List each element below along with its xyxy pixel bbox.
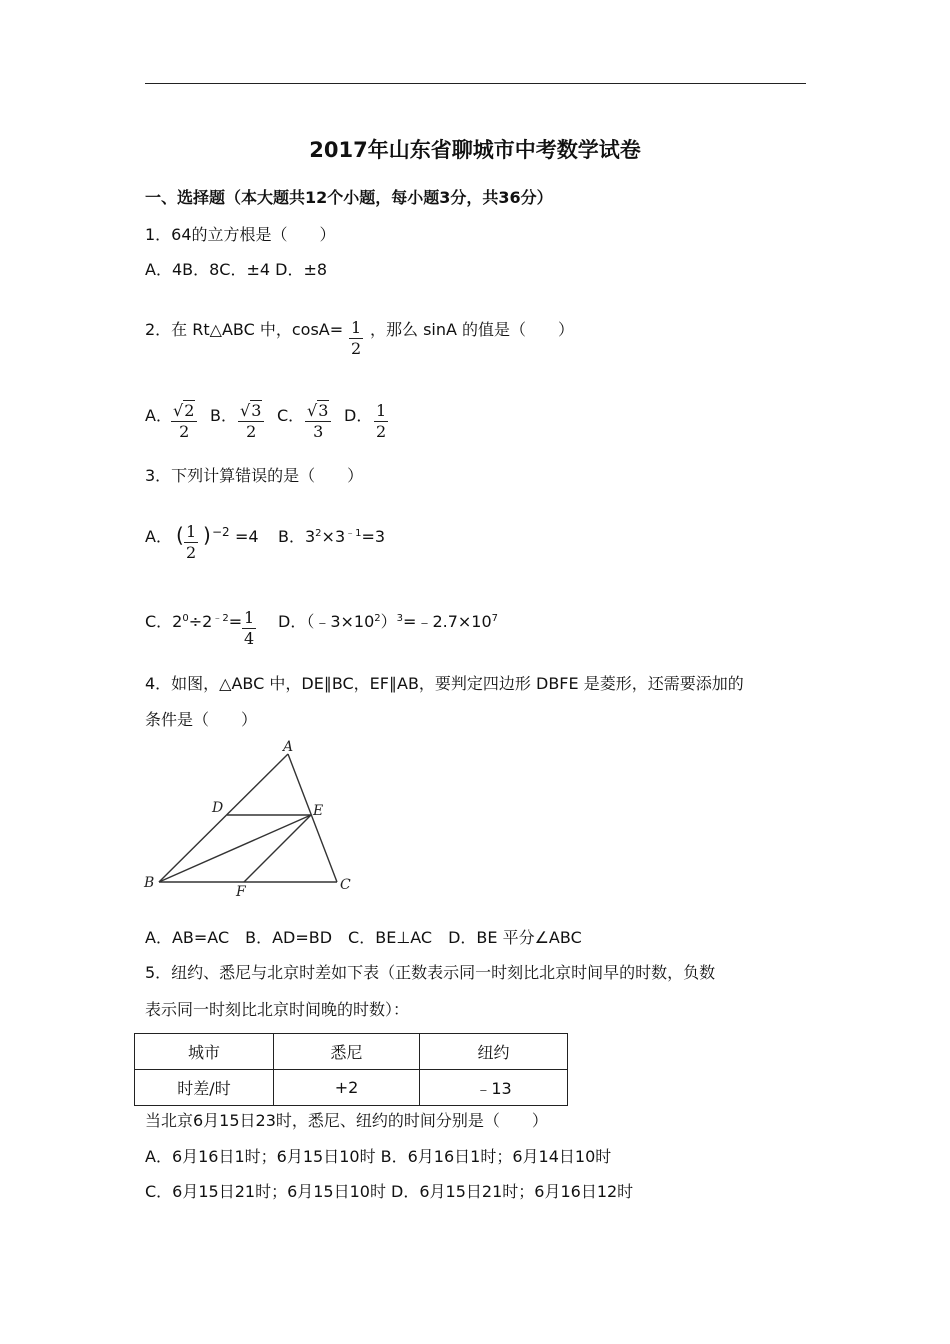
q3-stem: 3．下列计算错误的是（ ） [145,466,364,485]
sqrt-symbol: √ [173,401,184,420]
q3-b-exp2: ﹣1 [345,528,362,539]
q3-b-base: B．3 [278,527,316,546]
q2-opt-c-fraction [305,403,331,440]
q2-opt-b-label: B． [210,406,237,425]
q3-c-exp2: ﹣2 [212,613,229,624]
q2-frac-num: 1 [351,318,362,337]
q3-opt-d [278,614,498,630]
table-header-cell: 悉尼 [274,1034,420,1070]
q3-a-exponent: −2 [212,525,230,539]
q5-options-line1: A．6月16日1时；6月15日10时 B．6月16日1时；6月14日10时 [145,1147,612,1166]
q3-d-exp1: 2 [374,613,381,624]
q2-c-den: 3 [313,422,324,441]
q3-a-lparen: ( [176,523,184,547]
q5-stem-line2: 表示同一时刻比北京时间晚的时数）： [145,1000,410,1019]
q3-a-den: 2 [186,543,197,562]
q2-opt-a-label: A． [145,406,172,425]
q2-fraction [349,320,363,357]
table-header-row [135,1034,568,1070]
segment-ab [159,754,288,882]
triangle-figure [138,736,368,896]
q3-c-num: 1 [244,608,255,627]
q2-opt-d-fraction [374,403,388,440]
q3-c-fraction [242,610,256,647]
q2-stem-before: 2．在 Rt△ABC 中，cosA= [145,320,344,339]
table-cell: 时差/时 [135,1070,274,1106]
time-difference-table [134,1033,568,1106]
section-heading: 一、选择题（本大题共12个小题，每小题3分，共36分） [145,188,553,207]
q2-a-den: 2 [179,422,190,441]
q3-c-eq: = [228,612,243,631]
q3-c-den: 4 [244,629,255,648]
q3-d-exp3: 7 [491,613,499,624]
q3-d-mid: ） [380,612,397,631]
top-rule [145,83,806,84]
table-header-cell: 纽约 [420,1034,568,1070]
q2-opt-c-label: C． [277,406,305,425]
q3-opt-c [145,614,242,630]
label-a: A [283,739,294,755]
q3-c-mid: ÷2 [188,612,213,631]
q2-opt-b-fraction [238,403,264,440]
q4-options: A．AB=AC B．AD=BD C．BE⊥AC D．BE 平分∠ABC [145,928,582,947]
q1-stem: 1．64的立方根是（ ） [145,225,336,244]
q2-b-den: 2 [246,422,257,441]
label-d: D [212,800,224,816]
table-cell: +2 [274,1070,420,1106]
q3-a-rparen: ) [203,523,211,547]
q3-a-num: 1 [186,522,197,541]
table-cell: ﹣13 [420,1070,568,1106]
q3-c-base: C．2 [145,612,183,631]
q2-frac-den: 2 [351,339,362,358]
q4-stem-line1: 4．如图，△ABC 中，DE∥BC，EF∥AB，要判定四边形 DBFE 是菱形，还需要添加的 [145,674,744,693]
sqrt-symbol: √ [307,401,318,420]
q2-b-radicand: 3 [251,401,262,420]
q2-opt-d-label: D． [344,406,373,425]
q3-d-base: D．（﹣3×10 [278,612,375,631]
q2-d-den: 2 [376,422,387,441]
q3-d-exp2: 3 [396,613,404,624]
q2-c-radicand: 3 [318,401,329,420]
q3-c-exp1: 0 [182,613,189,624]
q2-a-radicand: 2 [184,401,195,420]
table-header-cell: 城市 [135,1034,274,1070]
q2-d-num: 1 [376,401,387,420]
q3-a-result: =4 [235,527,259,546]
q3-b-mid: ×3 [321,527,346,546]
label-c: C [340,877,351,893]
q2-opt-a-fraction [171,403,197,440]
q3-d-result: =﹣2.7×10 [403,612,492,631]
label-b: B [144,875,155,891]
q5-stem-line1: 5．纽约、悉尼与北京时差如下表（正数表示同一时刻比北京时间早的时数，负数 [145,963,716,982]
q4-stem-line2: 条件是（ ） [145,710,258,729]
q2-stem-after: ，那么 sinA 的值是（ ） [370,320,575,339]
q3-a-fraction [184,524,198,561]
q5-options-line2: C．6月15日21时；6月15日10时 D．6月15日21时；6月16日12时 [145,1182,634,1201]
q3-opt-b [278,529,385,545]
q3-b-exp1: 2 [315,528,322,539]
segment-ef [244,815,311,882]
q5-question: 当北京6月15日23时，悉尼、纽约的时间分别是（ ） [145,1111,548,1130]
q1-options: A．4B．8C．±4 D．±8 [145,260,328,279]
q3-opt-a-label: A． [145,527,172,546]
page-title: 2017年山东省聊城市中考数学试卷 [309,138,641,162]
table-row [135,1070,568,1106]
label-f: F [236,884,246,896]
sqrt-symbol: √ [240,401,251,420]
q3-b-result: =3 [361,527,386,546]
segment-be [159,815,311,882]
label-e: E [313,803,324,819]
